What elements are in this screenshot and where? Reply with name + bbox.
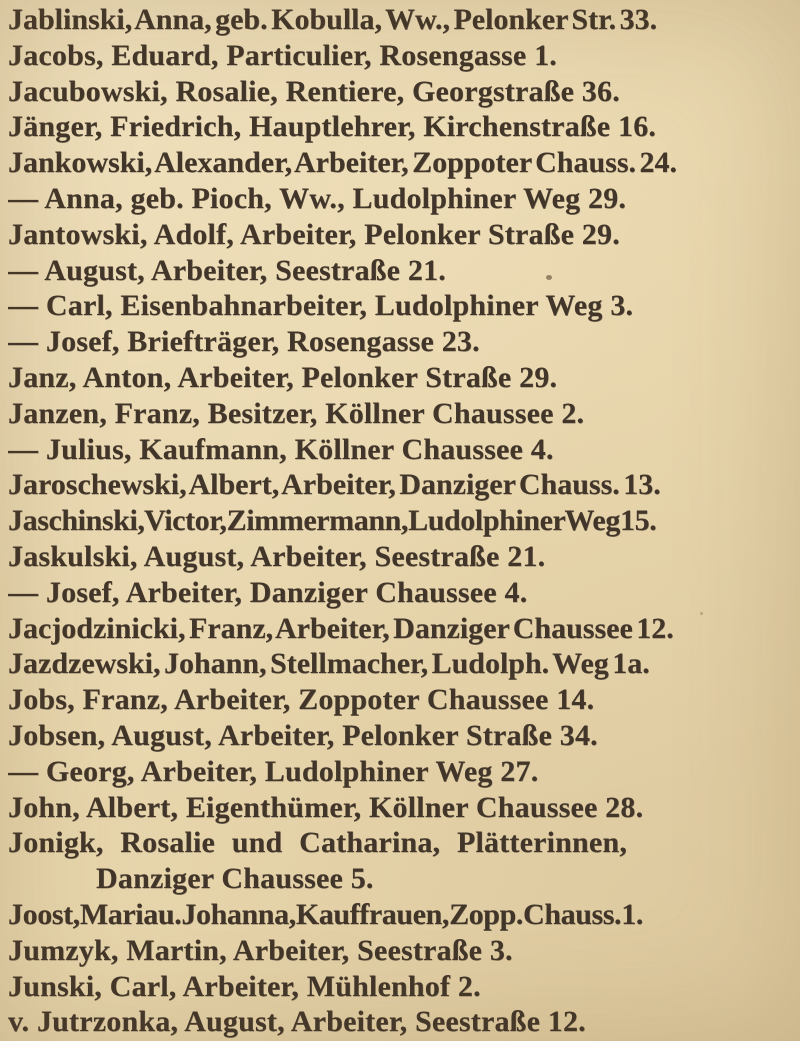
directory-entry: Jablinski, Anna, geb. Kobulla, Ww., Pelonker Str. 33. <box>8 3 658 36</box>
directory-entry-wrap-line: Danziger Chaussee 5. <box>96 862 374 896</box>
directory-entry: Jazdzewski, Johann, Stellmacher, Ludolph. Weg 1a. <box>8 647 650 681</box>
directory-entry: Jaschinski, Victor, Zimmermann, Ludolphiner Weg 15. <box>8 504 657 538</box>
directory-entry-continued: — Carl, Eisenbahnarbeiter, Ludolphiner Weg 3. <box>8 289 634 323</box>
directory-entry: Jobsen, August, Arbeiter, Pelonker Straße 34. <box>8 718 598 752</box>
directory-entry: Jacobs, Eduard, Particulier, Rosengasse 1. <box>8 38 557 72</box>
directory-entry-continued: — Anna, geb. Pioch, Ww., Ludolphiner Weg 29. <box>8 181 627 215</box>
directory-entry: John, Albert, Eigenthümer, Köllner Chaussee 28. <box>8 790 644 824</box>
directory-entry-continued: — Julius, Kaufmann, Köllner Chaussee 4. <box>8 432 554 466</box>
directory-entry: Jankowski, Alexander, Arbeiter, Zoppoter Chauss. 24. <box>8 146 678 180</box>
directory-entry-continued: — Josef, Briefträger, Rosengasse 23. <box>8 325 480 359</box>
directory-entry-continued: — August, Arbeiter, Seestraße 21. <box>8 253 446 287</box>
directory-entry: Jänger, Friedrich, Hauptlehrer, Kirchenstraße 16. <box>8 110 657 144</box>
directory-entry: Janzen, Franz, Besitzer, Köllner Chaussee 2. <box>8 396 585 430</box>
directory-entry: Jacjodzinicki, Franz, Arbeiter, Danziger Chaussee 12. <box>8 611 674 645</box>
directory-entry: Jantowski, Adolf, Arbeiter, Pelonker Straße 29. <box>8 217 620 251</box>
directory-entry: Joost, Maria u. Johanna, Kauffrauen, Zopp. Chauss. 1. <box>8 897 643 931</box>
directory-entry: v. Jutrzonka, August, Arbeiter, Seestraße 12. <box>8 1005 586 1039</box>
directory-entry-continued: — Josef, Arbeiter, Danziger Chaussee 4. <box>8 575 528 609</box>
directory-entry: Junski, Carl, Arbeiter, Mühlenhof 2. <box>8 969 481 1003</box>
directory-entry: Jaroschewski, Albert, Arbeiter, Danziger Chauss. 13. <box>8 468 661 502</box>
directory-entry: Jumzyk, Martin, Arbeiter, Seestraße 3. <box>8 933 513 967</box>
directory-entry-continued: — Georg, Arbeiter, Ludolphiner Weg 27. <box>8 754 539 788</box>
directory-entry: Jaskulski, August, Arbeiter, Seestraße 21. <box>8 539 546 573</box>
directory-entry: Jobs, Franz, Arbeiter, Zoppoter Chaussee 14. <box>8 683 595 717</box>
directory-entry: Jonigk, Rosalie und Catharina, Plätterinnen, <box>8 826 628 860</box>
directory-entry: Jacubowski, Rosalie, Rentiere, Georgstraße 36. <box>8 74 620 108</box>
directory-entry: Janz, Anton, Arbeiter, Pelonker Straße 29. <box>8 360 558 394</box>
